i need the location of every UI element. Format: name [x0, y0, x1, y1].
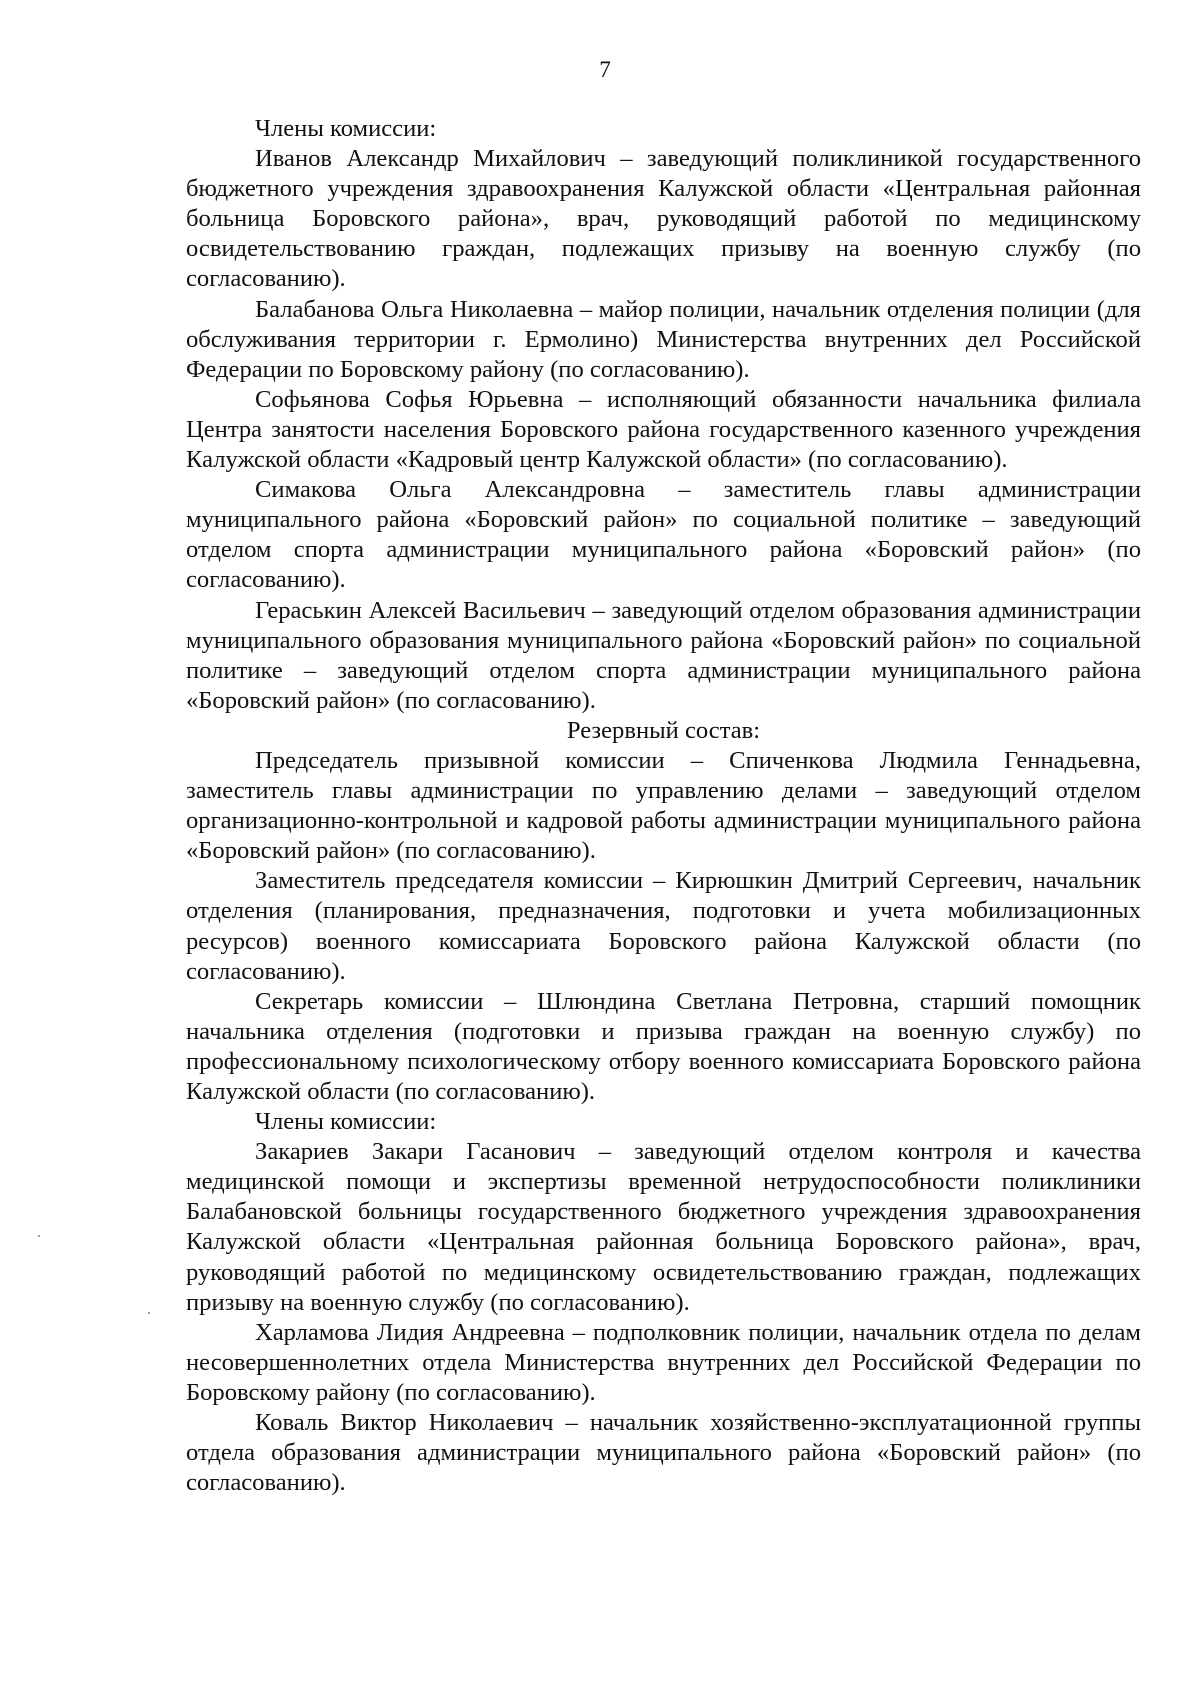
document-body — [186, 114, 1141, 1498]
reserve-member-paragraph: Коваль Виктор Николаевич – начальник хозяйственно-эксплуатационной группы отдела образования администрации муниципального района «Боровский район» (по согласованию). — [186, 1409, 1141, 1497]
member-paragraph: Иванов Александр Михайлович – заведующий поликлиникой государственного бюджетного учреждения здравоохранения Калужской области «Центральная районная больница Боровского района», врач, руководящий работой по медицинскому освидетельствованию граждан, подлежащих призыву на военную службу (по согласованию). — [186, 145, 1141, 293]
member-paragraph: Софьянова Софья Юрьевна – исполняющий обязанности начальника филиала Центра занятости населения Боровского района государственного казенного учреждения Калужской области «Кадровый центр Калужской области» (по согласованию). — [186, 385, 1141, 474]
scan-speck — [38, 1235, 40, 1237]
reserve-member-paragraph: Закариев Закари Гасанович – заведующий отделом контроля и качества медицинской помощи и экспертизы временной нетрудоспособности поликлиники Балабановской больницы государственного бюджетного учреждения здравоохранения Калужской области «Центральная районная больница Боровского района», врач, руководящий работой по медицинскому освидетельствованию граждан, подлежащих призыву на военную службу (по согласованию). — [186, 1138, 1141, 1316]
reserve-secretary-paragraph: Секретарь комиссии – Шлюндина Светлана Петровна, старший помощник начальника отделения (подготовки и призыва граждан на военную службу) по профессиональному психологическому отбору военного комиссариата Боровского района Калужской области (по согласованию). — [186, 987, 1141, 1105]
member-paragraph: Балабанова Ольга Николаевна – майор полиции, начальник отделения полиции (для обслуживания территории г. Ермолино) Министерства внутренних дел Российской Федерации по Боровскому району (по согласованию). — [186, 295, 1141, 383]
reserve-member-paragraph: Харламова Лидия Андреевна – подполковник полиции, начальник отдела по делам несовершеннолетних отдела Министерства внутренних дел Российской Федерации по Боровскому району (по согласованию). — [186, 1318, 1141, 1406]
reserve-members-heading: Члены комиссии: — [255, 1108, 437, 1136]
reserve-deputy-paragraph: Заместитель председателя комиссии – Кирюшкин Дмитрий Сергеевич, начальник отделения (планирования, предназначения, подготовки и учета мобилизационных ресурсов) военного комиссариата Боровского района Калужской области (по согласованию). — [186, 867, 1141, 985]
members-heading: Члены комиссии: — [255, 115, 437, 142]
reserve-chairman-paragraph: Председатель призывной комиссии – Спиченкова Людмила Геннадьевна, заместитель главы администрации по управлению делами – заведующий отделом организационно-контрольной и кадровой работы администрации муниципального района «Боровский район» (по согласованию). — [186, 746, 1141, 865]
reserve-heading: Резервный состав: — [566, 716, 761, 744]
page-number: 7 — [599, 57, 611, 82]
scan-speck — [148, 1312, 150, 1314]
member-paragraph: Симакова Ольга Александровна – заместитель главы администрации муниципального района «Боровский район» по социальной политике – заведующий отделом спорта администрации муниципального района «Боровский район» (по согласованию). — [186, 476, 1141, 594]
member-paragraph: Гераськин Алексей Васильевич – заведующий отделом образования администрации муниципального образования муниципального района «Боровский район» по социальной политике – заведующий отделом спорта администрации муниципального района «Боровский район» (по согласованию). — [186, 596, 1141, 714]
